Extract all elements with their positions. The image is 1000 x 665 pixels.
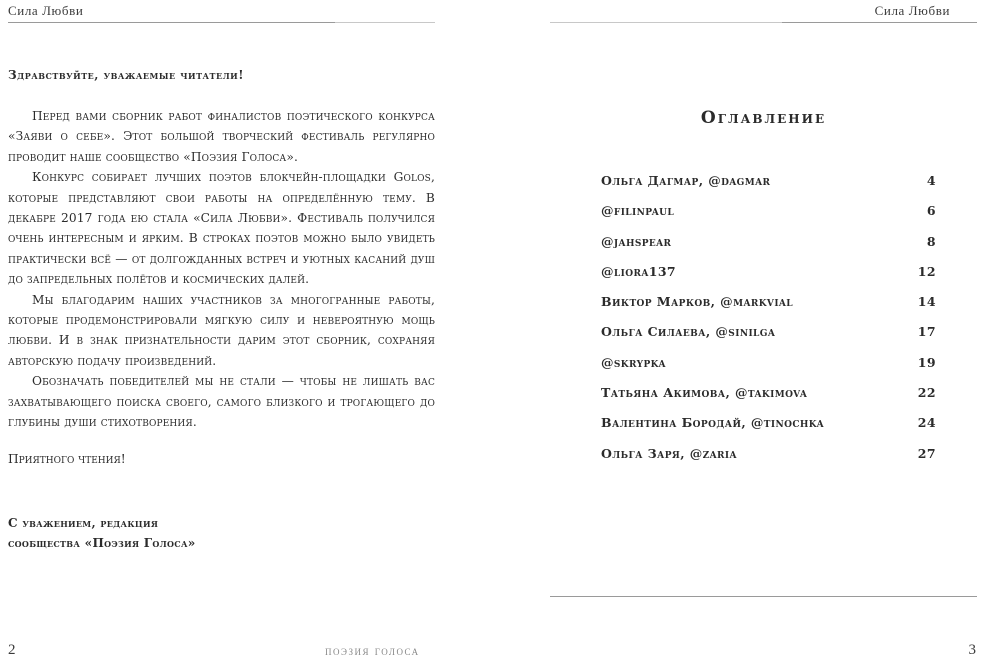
footer-rule: [550, 596, 977, 597]
toc-author: Виктор Марков, @markvial: [601, 294, 794, 310]
toc-page-number: 14: [917, 294, 936, 310]
toc-title: Оглавление: [700, 108, 827, 128]
page-number: 2: [8, 642, 16, 658]
toc-entry[interactable]: [601, 294, 936, 324]
page-number: 3: [968, 642, 976, 658]
toc-entry[interactable]: [601, 264, 936, 294]
paragraph: Перед вами сборник работ финалистов поэтического конкурса «Заяви о себе». Этот большой творческий фестиваль регулярно проводит наше сообщество «Поэзия Голоса».: [8, 109, 435, 164]
toc-page-number: 24: [917, 415, 936, 431]
toc-entry[interactable]: [601, 446, 936, 476]
toc-author: Валентина Бородай, @tinochka: [601, 415, 825, 431]
toc-page-number: 6: [926, 203, 936, 219]
toc-author: @liora137: [601, 263, 677, 279]
footer-title: поэзия голоса: [325, 643, 420, 658]
paragraph: Конкурс собирает лучших поэтов блокчейн-площадки Golos, которые представляют свои работы на определённую тему. В декабре 2017 года ею стала «Сила Любви». Фестиваль получился очень интересным и ярким. В строках поэтов можно было увидеть практически всё — от долгожданных встреч и уютных касаний душ до запредельных полётов и космических далей.: [8, 170, 435, 287]
toc-entry[interactable]: [601, 324, 936, 354]
toc-author: @filinpaul: [601, 203, 675, 219]
toc-page-number: 4: [926, 173, 936, 188]
toc-page-number: 8: [926, 233, 936, 249]
toc-entry[interactable]: [601, 173, 936, 203]
toc-author: Татьяна Акимова, @takimova: [601, 385, 808, 401]
toc-entry[interactable]: [601, 234, 936, 264]
toc-entry[interactable]: [601, 203, 936, 233]
toc-page-number: 12: [917, 263, 936, 279]
header-rule: [8, 22, 335, 23]
toc-page-number: 17: [917, 324, 936, 340]
toc-page-number: 27: [917, 445, 936, 461]
toc-entry[interactable]: [601, 355, 936, 385]
toc-author: Ольга Заря, @zaria: [601, 445, 737, 461]
signature-line: сообщества «Поэзия Голоса»: [8, 536, 196, 550]
intro-text: [8, 106, 435, 433]
toc-page-number: 19: [917, 354, 936, 370]
running-title: Сила Любви: [8, 3, 84, 18]
paragraph: Обозначать победителей мы не стали — чтобы не лишать вас захватывающего поиска своего, самого близкого и трогающего до глубины души стихотворения.: [8, 374, 435, 430]
paragraph: Мы благодарим наших участников за многогранные работы, которые продемонстрировали мягкую силу и невероятную мощь любви. И в знак признательности дарим этот сборник, сохраняя авторскую подачу произведений.: [8, 292, 435, 368]
header-rule-tail: [335, 22, 435, 23]
closing-line: Приятного чтения!: [8, 452, 126, 466]
signature-line: С уважением, редакция: [8, 516, 159, 530]
header-rule-tail: [550, 22, 782, 23]
table-of-contents: [601, 173, 936, 476]
running-title: Сила Любви: [874, 3, 950, 18]
toc-entry[interactable]: [601, 385, 936, 415]
toc-author: Ольга Силаева, @sinilga: [601, 324, 776, 340]
toc-author: @skrypka: [601, 354, 666, 370]
toc-page-number: 22: [917, 385, 936, 401]
greeting: Здравствуйте, уважаемые читатели!: [8, 68, 245, 82]
right-page: [500, 0, 1000, 665]
signature: [8, 513, 196, 553]
header-rule: [782, 22, 977, 23]
toc-author: @jahspear: [601, 233, 672, 249]
toc-entry[interactable]: [601, 415, 936, 445]
toc-author: Ольга Дагмар, @dagmar: [601, 173, 771, 188]
